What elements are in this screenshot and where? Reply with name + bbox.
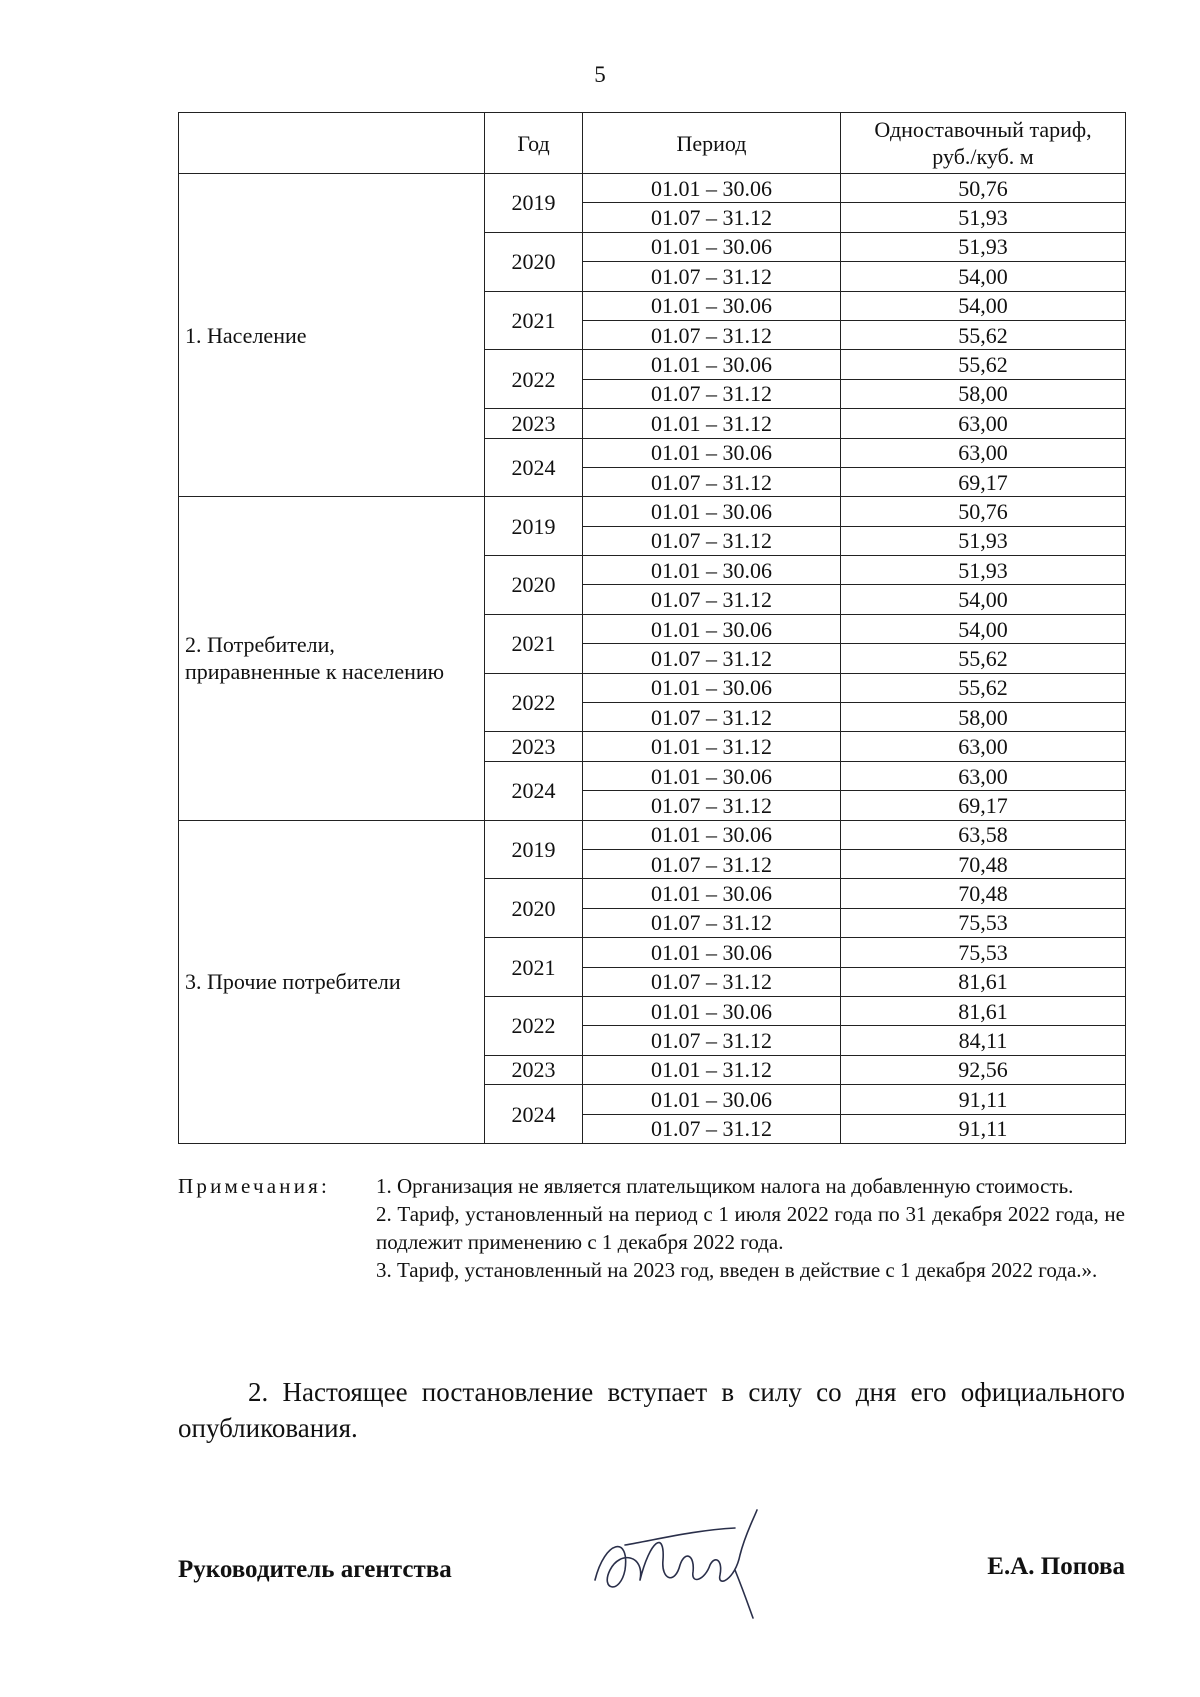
header-category [179, 113, 485, 174]
period-cell: 01.01 – 30.06 [583, 1085, 841, 1114]
tariff-value-cell: 84,11 [841, 1026, 1126, 1055]
notes-label: Примечания: [178, 1174, 331, 1198]
year-cell: 2023 [485, 409, 583, 438]
tariff-value-cell: 63,00 [841, 438, 1126, 467]
period-cell: 01.01 – 30.06 [583, 996, 841, 1025]
tariff-value-cell: 51,93 [841, 203, 1126, 232]
period-cell: 01.01 – 30.06 [583, 879, 841, 908]
note-item: 1. Организация не является плательщиком налога на добавленную стоимость. [376, 1174, 1074, 1198]
tariff-value-cell: 55,62 [841, 320, 1126, 349]
tariff-table [178, 112, 1126, 1144]
year-cell: 2023 [485, 732, 583, 761]
year-cell: 2020 [485, 232, 583, 291]
year-cell: 2021 [485, 291, 583, 350]
tariff-value-cell: 55,62 [841, 673, 1126, 702]
period-cell: 01.01 – 30.06 [583, 174, 841, 203]
tariff-value-cell: 54,00 [841, 262, 1126, 291]
period-cell: 01.07 – 31.12 [583, 467, 841, 496]
tariff-value-cell: 50,76 [841, 497, 1126, 526]
tariff-value-cell: 58,00 [841, 379, 1126, 408]
period-cell: 01.01 – 30.06 [583, 556, 841, 585]
category-label-line: 3. Прочие потребители [185, 969, 401, 995]
year-cell: 2024 [485, 438, 583, 497]
period-cell: 01.01 – 30.06 [583, 820, 841, 849]
table-header-row [179, 113, 1126, 174]
table-row [179, 820, 1126, 849]
tariff-value-cell: 63,00 [841, 409, 1126, 438]
year-cell: 2021 [485, 938, 583, 997]
tariff-value-cell: 75,53 [841, 908, 1126, 937]
year-cell: 2022 [485, 996, 583, 1055]
period-cell: 01.01 – 30.06 [583, 938, 841, 967]
period-cell: 01.01 – 30.06 [583, 673, 841, 702]
table-row [179, 174, 1126, 203]
tariff-value-cell: 55,62 [841, 350, 1126, 379]
year-cell: 2019 [485, 174, 583, 233]
tariff-value-cell: 63,00 [841, 761, 1126, 790]
period-cell: 01.07 – 31.12 [583, 320, 841, 349]
tariff-value-cell: 92,56 [841, 1055, 1126, 1084]
tariff-value-cell: 91,11 [841, 1085, 1126, 1114]
period-cell: 01.07 – 31.12 [583, 203, 841, 232]
signer-position: Руководитель агентства [178, 1556, 452, 1583]
year-cell: 2024 [485, 761, 583, 820]
year-cell: 2021 [485, 614, 583, 673]
period-cell: 01.01 – 30.06 [583, 614, 841, 643]
tariff-table-body [179, 174, 1126, 1144]
tariff-value-cell: 51,93 [841, 526, 1126, 555]
period-cell: 01.07 – 31.12 [583, 908, 841, 937]
effective-date-clause: 2. Настоящее постановление вступает в силу со дня его официального опубликования. [178, 1377, 1125, 1443]
note-item: 2. Тариф, установленный на период с 1 июля 2022 года по 31 декабря 2022 года, не подлежит применению с 1 декабря 2022 года. [376, 1202, 1125, 1254]
category-label-line: приравненные к населению [185, 659, 445, 685]
period-cell: 01.07 – 31.12 [583, 1114, 841, 1143]
header-period: Период [583, 113, 841, 174]
year-cell: 2023 [485, 1055, 583, 1084]
signer-name: Е.А. Попова [987, 1553, 1125, 1580]
year-cell: 2022 [485, 350, 583, 409]
year-cell: 2019 [485, 497, 583, 556]
period-cell: 01.01 – 30.06 [583, 232, 841, 261]
period-cell: 01.07 – 31.12 [583, 849, 841, 878]
year-cell: 2019 [485, 820, 583, 879]
tariff-value-cell: 51,93 [841, 232, 1126, 261]
period-cell: 01.01 – 30.06 [583, 350, 841, 379]
category-cell [179, 497, 485, 820]
tariff-value-cell: 63,58 [841, 820, 1126, 849]
tariff-value-cell: 54,00 [841, 585, 1126, 614]
tariff-value-cell: 81,61 [841, 996, 1126, 1025]
period-cell: 01.01 – 30.06 [583, 497, 841, 526]
period-cell: 01.01 – 31.12 [583, 409, 841, 438]
period-cell: 01.07 – 31.12 [583, 585, 841, 614]
category-label-line: 1. Население [185, 322, 307, 348]
notes-list [376, 1172, 1125, 1284]
period-cell: 01.01 – 31.12 [583, 732, 841, 761]
category-label-line: 2. Потребители, [185, 632, 335, 658]
tariff-value-cell: 81,61 [841, 967, 1126, 996]
header-tariff-line1: Одноставочный тариф, [874, 117, 1092, 142]
page-number: 5 [594, 62, 606, 87]
year-cell: 2020 [485, 556, 583, 615]
tariff-value-cell: 54,00 [841, 614, 1126, 643]
period-cell: 01.01 – 30.06 [583, 438, 841, 467]
note-item: 3. Тариф, установленный на 2023 год, введен в действие с 1 декабря 2022 года.». [376, 1258, 1098, 1282]
category-cell [179, 820, 485, 1143]
tariff-value-cell: 55,62 [841, 644, 1126, 673]
tariff-value-cell: 58,00 [841, 703, 1126, 732]
year-cell: 2020 [485, 879, 583, 938]
period-cell: 01.01 – 30.06 [583, 761, 841, 790]
year-cell: 2022 [485, 673, 583, 732]
period-cell: 01.01 – 31.12 [583, 1055, 841, 1084]
period-cell: 01.07 – 31.12 [583, 644, 841, 673]
tariff-value-cell: 70,48 [841, 849, 1126, 878]
header-year: Год [485, 113, 583, 174]
tariff-value-cell: 63,00 [841, 732, 1126, 761]
year-cell: 2024 [485, 1085, 583, 1144]
tariff-value-cell: 51,93 [841, 556, 1126, 585]
tariff-value-cell: 69,17 [841, 791, 1126, 820]
period-cell: 01.07 – 31.12 [583, 1026, 841, 1055]
tariff-value-cell: 50,76 [841, 174, 1126, 203]
period-cell: 01.07 – 31.12 [583, 526, 841, 555]
period-cell: 01.07 – 31.12 [583, 703, 841, 732]
tariff-value-cell: 70,48 [841, 879, 1126, 908]
tariff-value-cell: 75,53 [841, 938, 1126, 967]
category-cell [179, 174, 485, 497]
period-cell: 01.07 – 31.12 [583, 967, 841, 996]
period-cell: 01.07 – 31.12 [583, 791, 841, 820]
period-cell: 01.07 – 31.12 [583, 379, 841, 408]
tariff-value-cell: 54,00 [841, 291, 1126, 320]
signature-image [585, 1500, 785, 1620]
tariff-value-cell: 91,11 [841, 1114, 1126, 1143]
tariff-value-cell: 69,17 [841, 467, 1126, 496]
table-row [179, 497, 1126, 526]
period-cell: 01.01 – 30.06 [583, 291, 841, 320]
header-tariff [841, 113, 1126, 174]
header-tariff-line2: руб./куб. м [932, 144, 1034, 169]
period-cell: 01.07 – 31.12 [583, 262, 841, 291]
